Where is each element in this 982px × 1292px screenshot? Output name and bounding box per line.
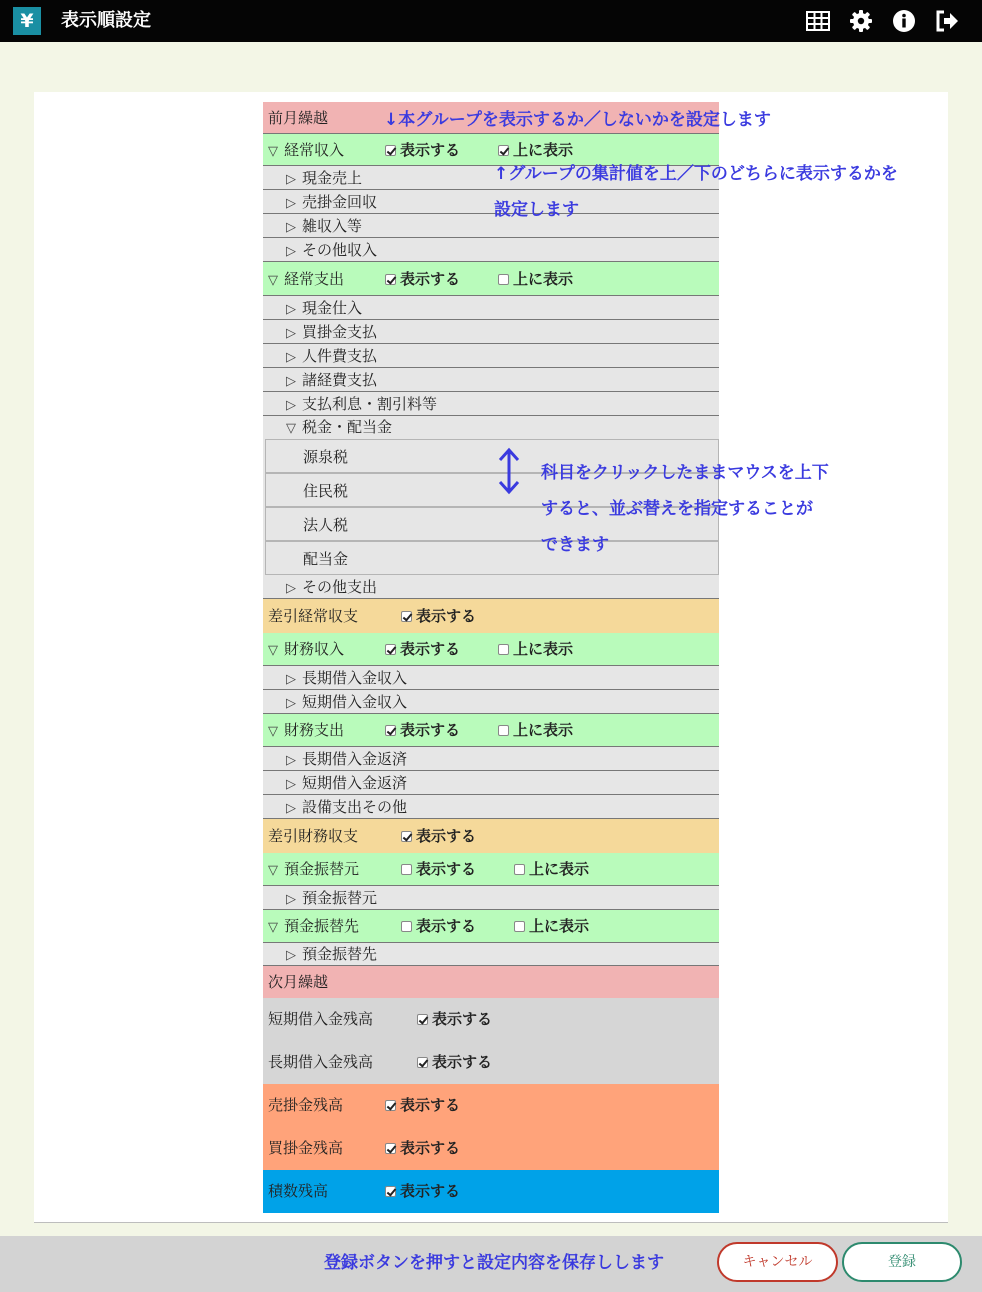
show-toggle-checkbox[interactable] (385, 725, 396, 736)
row-label-text: 経常支出 (284, 270, 345, 288)
row-label-text: 前月繰越 (268, 109, 329, 127)
row-label (286, 214, 362, 240)
gear-icon[interactable] (848, 8, 874, 34)
item-row[interactable] (263, 666, 719, 690)
show-toggle[interactable] (401, 819, 476, 853)
row-label (268, 1127, 343, 1170)
show-toggle-label: 表示する (400, 1139, 461, 1157)
subtotal-row[interactable] (263, 599, 719, 633)
item-row[interactable] (263, 238, 719, 262)
expand-down-icon[interactable]: ▽ (286, 421, 296, 436)
item-row[interactable] (263, 943, 719, 966)
note-drag-3: できます (541, 535, 609, 555)
show-toggle[interactable] (385, 262, 460, 296)
row-label-text: 税金・配当金 (302, 418, 393, 436)
group-row[interactable] (263, 853, 719, 886)
above-toggle[interactable] (498, 262, 573, 296)
row-label-text: 差引財務収支 (268, 827, 359, 845)
show-toggle[interactable] (385, 134, 460, 166)
expand-down-icon[interactable]: ▽ (268, 920, 278, 935)
row-label (286, 747, 407, 773)
show-toggle-checkbox[interactable] (385, 644, 396, 655)
row-label (286, 575, 377, 601)
show-toggle-checkbox[interactable] (385, 1143, 396, 1154)
row-label (268, 910, 359, 944)
group-row[interactable] (263, 714, 719, 747)
up-down-arrow-icon (496, 446, 522, 496)
expand-right-icon[interactable]: ▷ (286, 326, 296, 341)
balance-row[interactable] (263, 1084, 719, 1127)
expand-right-icon[interactable]: ▷ (286, 948, 296, 963)
cancel-button[interactable]: キャンセル (717, 1242, 838, 1282)
row-label-text: 売掛金回収 (302, 193, 378, 211)
item-row[interactable] (263, 886, 719, 910)
show-toggle-checkbox[interactable] (385, 1186, 396, 1197)
row-label (286, 392, 437, 418)
row-label (268, 599, 358, 633)
row-label (286, 368, 377, 394)
expand-right-icon[interactable]: ▷ (286, 196, 296, 211)
show-toggle-label: 表示する (432, 1053, 493, 1071)
balance-row[interactable] (263, 1170, 719, 1213)
show-toggle-label: 表示する (400, 1182, 461, 1200)
expand-down-icon[interactable]: ▽ (268, 724, 278, 739)
balance-row[interactable] (263, 1127, 719, 1170)
row-label-text: 買掛金残高 (268, 1139, 344, 1157)
above-toggle[interactable] (498, 633, 573, 666)
show-toggle-label: 表示する (416, 860, 477, 878)
row-label (286, 320, 377, 346)
expand-right-icon[interactable]: ▷ (286, 581, 296, 596)
row-label-text: 支払利息・割引料等 (302, 395, 438, 413)
app-yen-icon: ¥ (13, 7, 41, 35)
row-label-text: 現金売上 (302, 169, 363, 187)
note-drag-1: 科目をクリックしたままマウスを上下 (541, 463, 829, 483)
above-toggle-label: 上に表示 (529, 860, 590, 878)
item-row[interactable] (263, 392, 719, 416)
row-label-text: 設備支出その他 (302, 798, 408, 816)
expand-down-icon[interactable]: ▽ (268, 144, 278, 159)
above-toggle-label: 上に表示 (529, 917, 590, 935)
show-toggle-checkbox[interactable] (401, 831, 412, 842)
row-label-text: 長期借入金収入 (302, 669, 408, 687)
show-toggle-label: 表示する (400, 640, 461, 658)
note-show-group: ↓本グループを表示するか／しないかを設定します (384, 110, 771, 130)
row-label (286, 344, 377, 370)
row-label (268, 853, 359, 887)
row-label (286, 795, 407, 821)
row-label (286, 296, 362, 322)
row-label (268, 262, 344, 298)
expand-down-icon[interactable]: ▽ (268, 273, 278, 288)
row-label-text: 長期借入金残高 (268, 1053, 374, 1071)
above-toggle-label: 上に表示 (513, 270, 574, 288)
row-label-text: その他支出 (302, 578, 378, 596)
above-toggle-checkbox[interactable] (514, 864, 525, 875)
expand-right-icon[interactable]: ▷ (286, 753, 296, 768)
item-row[interactable] (263, 296, 719, 320)
expand-right-icon[interactable]: ▷ (286, 398, 296, 413)
above-toggle-checkbox[interactable] (498, 274, 509, 285)
subitem-label: 配当金 (303, 550, 349, 568)
row-label (286, 166, 362, 192)
expand-right-icon[interactable]: ▷ (286, 244, 296, 259)
footer-bar (0, 1236, 982, 1292)
show-toggle[interactable] (401, 853, 476, 886)
row-label (268, 1170, 328, 1213)
row-label (268, 633, 344, 667)
row-label-text: 次月繰越 (268, 973, 329, 991)
above-toggle-checkbox[interactable] (498, 145, 509, 156)
expand-right-icon[interactable]: ▷ (286, 801, 296, 816)
show-toggle-label: 表示する (400, 270, 461, 288)
row-label (286, 771, 407, 797)
subitem-label: 住民税 (303, 482, 349, 500)
item-row[interactable] (263, 190, 719, 214)
row-label-text: 短期借入金残高 (268, 1010, 374, 1028)
row-label-text: 預金振替元 (284, 860, 360, 878)
note-above-1: ↑グループの集計値を上／下のどちらに表示するかを (494, 164, 898, 184)
page-title: 表示順設定 (61, 10, 151, 31)
show-toggle-checkbox[interactable] (385, 145, 396, 156)
above-toggle[interactable] (514, 853, 589, 886)
row-label-text: その他収入 (302, 241, 378, 259)
row-label-text: 積数残高 (268, 1182, 329, 1200)
expand-right-icon[interactable]: ▷ (286, 220, 296, 235)
row-label-text: 財務支出 (284, 721, 345, 739)
show-toggle-checkbox[interactable] (417, 1057, 428, 1068)
row-label-text: 経常収入 (284, 141, 345, 159)
row-label-text: 買掛金支払 (302, 323, 378, 341)
info-icon[interactable] (891, 8, 917, 34)
show-toggle-checkbox[interactable] (401, 611, 412, 622)
item-row[interactable] (263, 747, 719, 771)
row-label (268, 998, 373, 1041)
save-button[interactable]: 登録 (842, 1242, 962, 1282)
row-label-text: 預金振替元 (302, 889, 378, 907)
above-toggle-checkbox[interactable] (498, 725, 509, 736)
above-toggle-checkbox[interactable] (514, 921, 525, 932)
expand-right-icon[interactable]: ▷ (286, 672, 296, 687)
show-toggle[interactable] (401, 910, 476, 943)
note-drag-2: すると、並ぶ替えを指定することが (541, 499, 813, 519)
table-icon[interactable] (805, 8, 831, 34)
row-label (268, 102, 328, 134)
expand-right-icon[interactable]: ▷ (286, 374, 296, 389)
show-toggle-checkbox[interactable] (401, 921, 412, 932)
row-label-text: 短期借入金返済 (302, 774, 408, 792)
item-row[interactable] (263, 771, 719, 795)
above-toggle[interactable] (498, 714, 573, 747)
item-row[interactable] (263, 214, 719, 238)
expand-right-icon[interactable]: ▷ (286, 350, 296, 365)
row-label (268, 714, 344, 748)
subtotal-row[interactable] (263, 819, 719, 853)
above-toggle-label: 上に表示 (513, 640, 574, 658)
expand-down-icon[interactable]: ▽ (268, 863, 278, 878)
above-toggle-label: 上に表示 (513, 721, 574, 739)
show-toggle-label: 表示する (400, 721, 461, 739)
expand-down-icon[interactable]: ▽ (268, 643, 278, 658)
row-label-text: 諸経費支払 (302, 371, 378, 389)
row-label (268, 1084, 343, 1127)
note-above-2: 設定します (494, 200, 579, 220)
show-toggle-checkbox[interactable] (417, 1014, 428, 1025)
row-label-text: 差引経常収支 (268, 607, 359, 625)
expand-right-icon[interactable]: ▷ (286, 777, 296, 792)
show-toggle-label: 表示する (400, 141, 461, 159)
row-label-text: 預金振替先 (284, 917, 360, 935)
show-toggle[interactable] (401, 599, 476, 633)
subitem-label: 法人税 (303, 516, 349, 534)
group-row[interactable] (263, 262, 719, 296)
row-label (286, 238, 377, 264)
balance-row[interactable] (263, 1041, 719, 1084)
above-toggle[interactable] (514, 910, 589, 943)
show-toggle[interactable] (385, 633, 460, 666)
show-toggle[interactable] (417, 998, 492, 1041)
row-label-text: 売掛金残高 (268, 1096, 344, 1114)
logout-icon[interactable] (934, 8, 960, 34)
row-label-text: 人件費支払 (302, 347, 378, 365)
show-toggle[interactable] (385, 714, 460, 747)
expand-right-icon[interactable]: ▷ (286, 302, 296, 317)
row-label (286, 943, 377, 967)
item-row[interactable] (263, 320, 719, 344)
row-label (268, 1041, 373, 1084)
above-toggle-label: 上に表示 (513, 141, 574, 159)
show-toggle-checkbox[interactable] (401, 864, 412, 875)
row-label-text: 短期借入金収入 (302, 693, 408, 711)
item-row[interactable] (263, 416, 719, 439)
expand-right-icon[interactable]: ▷ (286, 892, 296, 907)
row-label-text: 雑収入等 (302, 217, 363, 235)
item-row[interactable] (263, 690, 719, 714)
show-toggle[interactable] (385, 1170, 460, 1213)
expand-right-icon[interactable]: ▷ (286, 696, 296, 711)
row-label (268, 134, 344, 168)
show-toggle-label: 表示する (432, 1010, 493, 1028)
item-row[interactable] (263, 795, 719, 819)
show-toggle[interactable] (385, 1127, 460, 1170)
show-toggle-checkbox[interactable] (385, 1100, 396, 1111)
show-toggle-checkbox[interactable] (385, 274, 396, 285)
subitem-label: 源泉税 (303, 448, 349, 466)
top-bar (0, 0, 982, 42)
row-label-text: 現金仕入 (302, 299, 363, 317)
item-row[interactable] (263, 575, 719, 599)
row-label-text: 長期借入金返済 (302, 750, 408, 768)
item-row[interactable] (263, 368, 719, 392)
show-toggle[interactable] (417, 1041, 492, 1084)
row-label (268, 966, 328, 998)
row-label-text: 財務収入 (284, 640, 345, 658)
draggable-subitem[interactable] (265, 541, 719, 575)
row-label (286, 886, 377, 912)
show-toggle-label: 表示する (416, 607, 477, 625)
show-toggle-label: 表示する (416, 917, 477, 935)
item-row[interactable] (263, 344, 719, 368)
row-label (286, 190, 377, 216)
row-label (268, 819, 358, 853)
row-label (286, 666, 407, 692)
expand-right-icon[interactable]: ▷ (286, 172, 296, 187)
row-label (286, 416, 392, 440)
footer-note: 登録ボタンを押すと設定内容を保存しします (324, 1253, 664, 1273)
group-row[interactable] (263, 633, 719, 666)
row-label-text: 預金振替先 (302, 945, 378, 963)
show-toggle-label: 表示する (416, 827, 477, 845)
special-row[interactable] (263, 966, 719, 998)
balance-row[interactable] (263, 998, 719, 1041)
show-toggle-label: 表示する (400, 1096, 461, 1114)
above-toggle-checkbox[interactable] (498, 644, 509, 655)
group-row[interactable] (263, 910, 719, 943)
show-toggle[interactable] (385, 1084, 460, 1127)
row-label (286, 690, 407, 716)
